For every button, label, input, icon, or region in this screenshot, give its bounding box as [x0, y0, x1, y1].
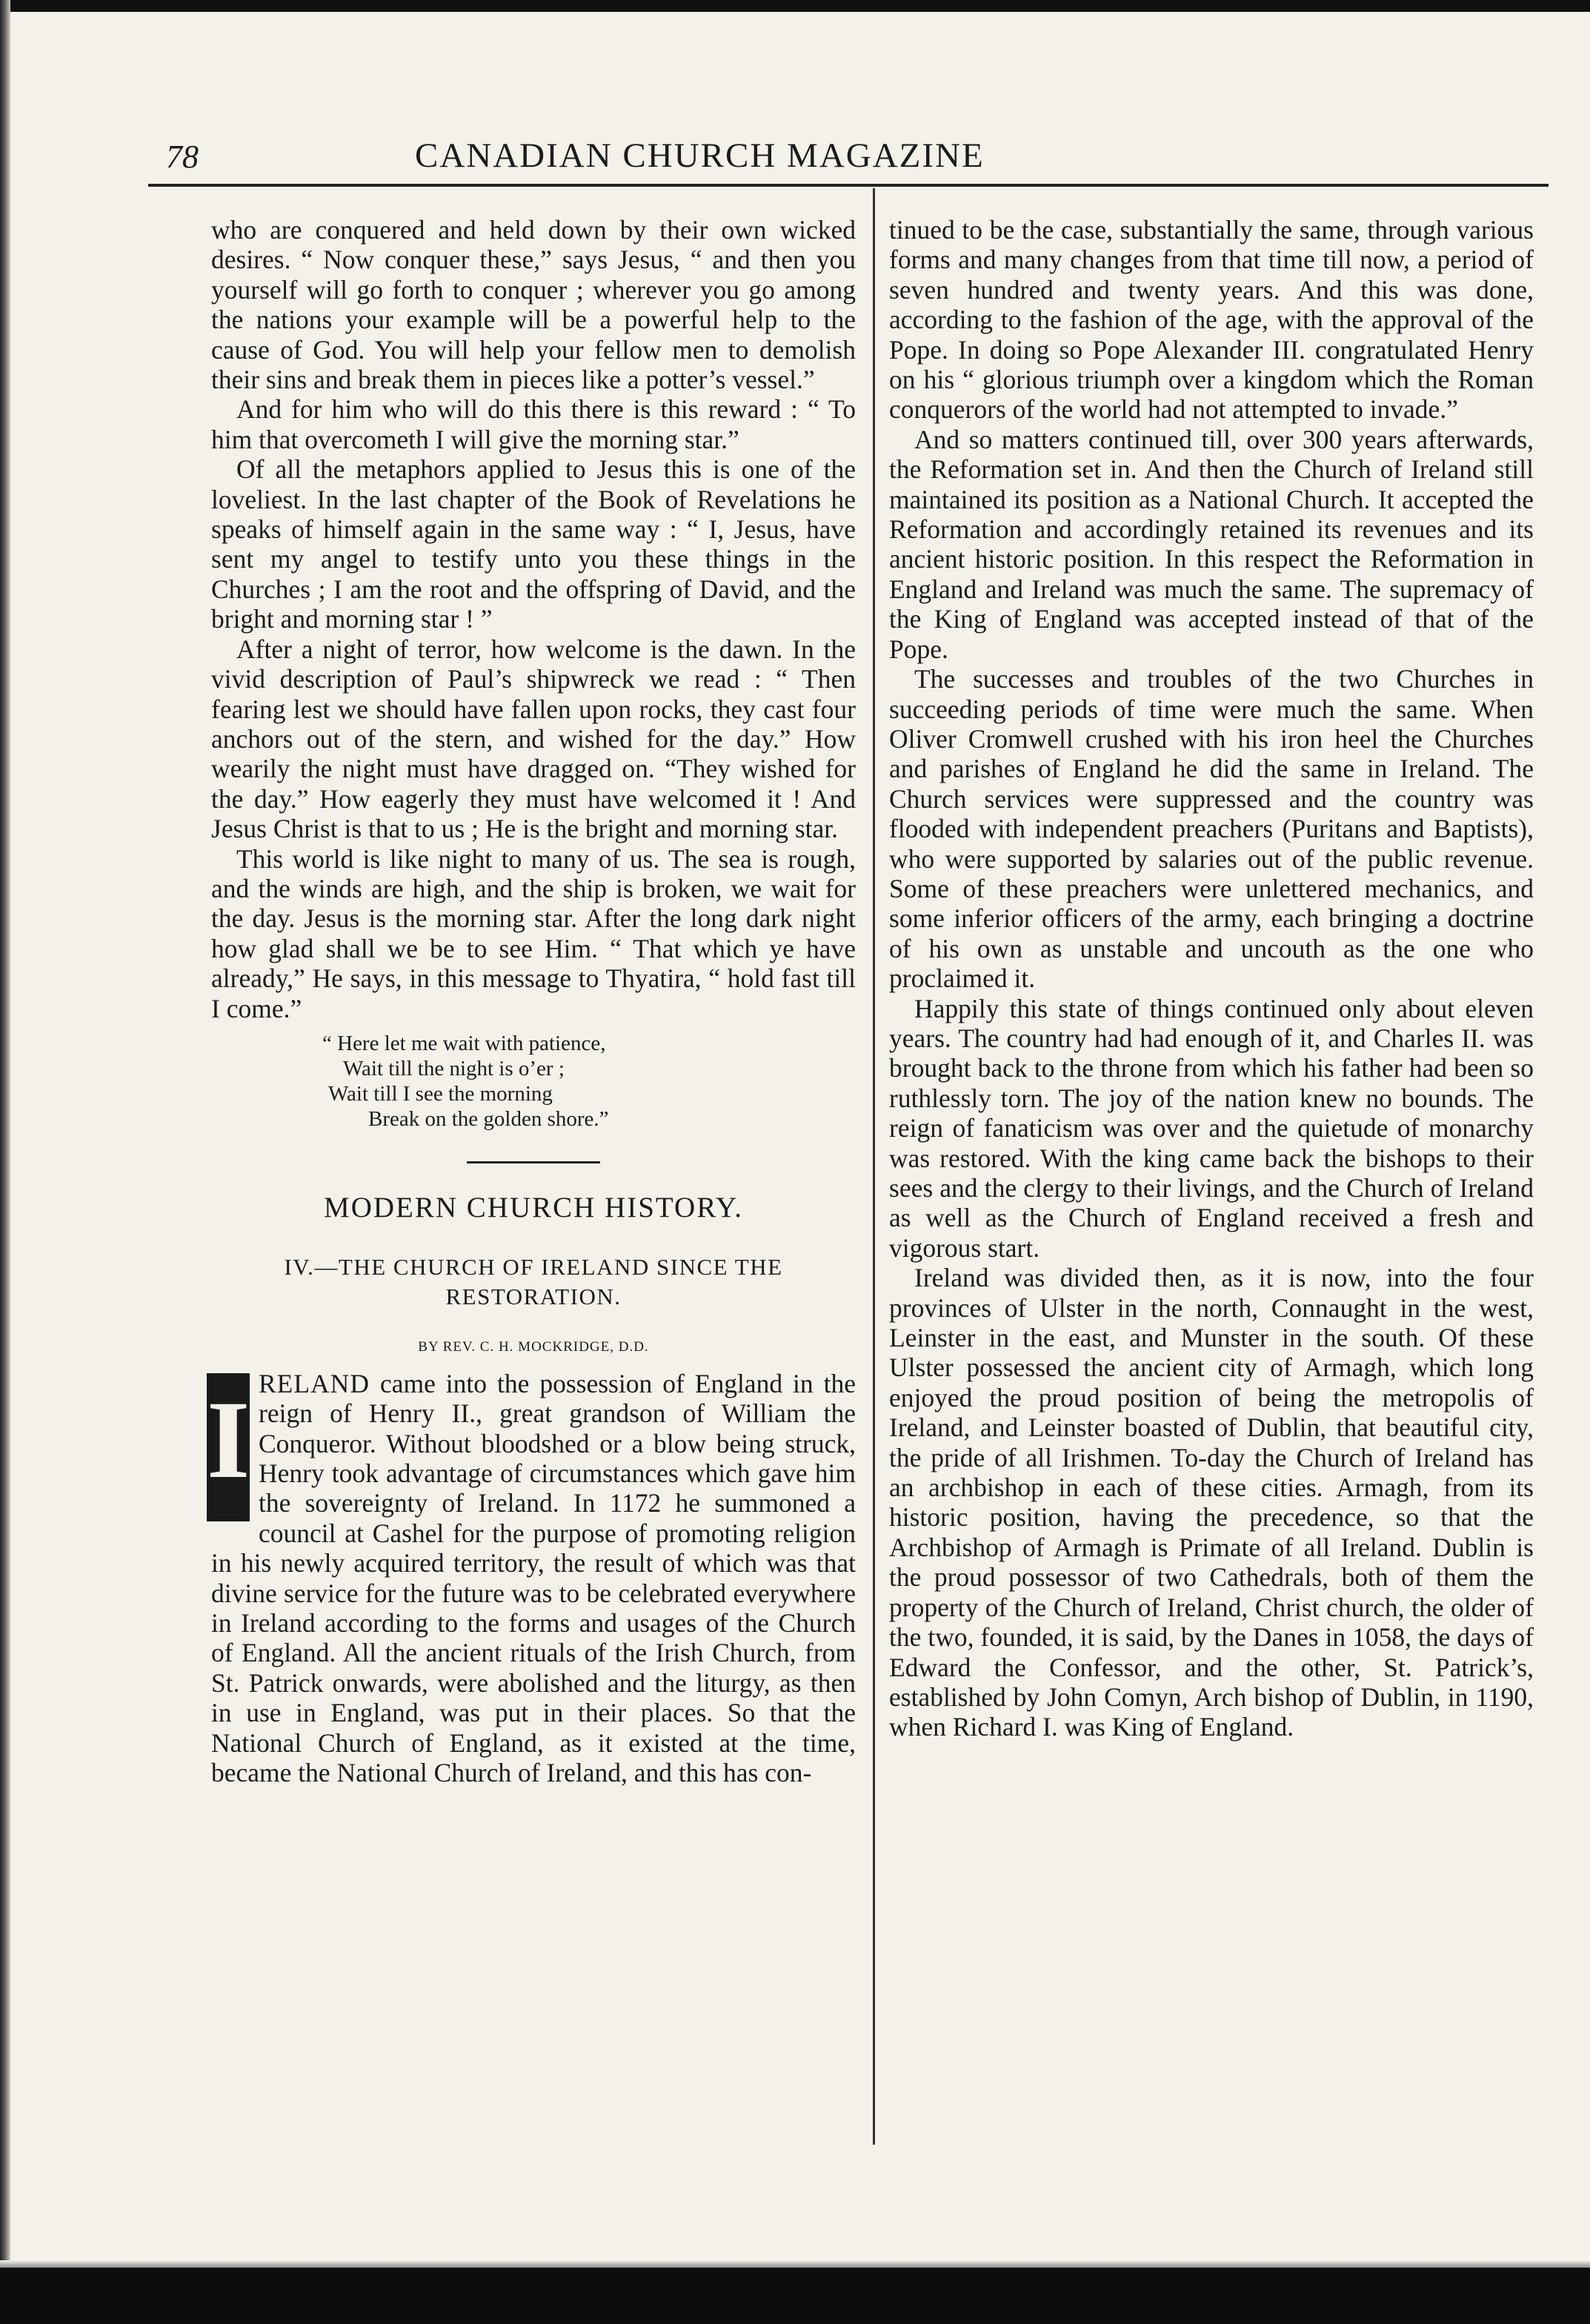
- article-subheading: IV.—THE CHURCH OF IRELAND SINCE THE RESTORATION.: [284, 1254, 783, 1310]
- top-border: [0, 0, 1590, 12]
- verse-line: Break on the golden shore.”: [368, 1106, 609, 1131]
- verse-line: Wait till the night is o’er ;: [343, 1056, 565, 1080]
- bottom-border: [0, 2268, 1590, 2324]
- verse-block: [211, 1031, 856, 1132]
- paragraph: After a night of terror, how welcome is the dawn. In the vivid description of Paul’s shipwreck we read : “ Then fearing lest we should have fallen upon rocks, they cast four anchors out of the stern, and wished for the day.” How wearily the night must have dragged on. “They wished for the day.” How eagerly they must have welcomed it ! And Jesus Christ is that to us ; He is the bright and morning star.: [211, 634, 856, 844]
- running-title: CANADIAN CHURCH MAGAZINE: [415, 136, 985, 175]
- right-column: [889, 215, 1534, 1742]
- verse-line: Wait till I see the morning: [328, 1081, 553, 1106]
- paragraph: Of all the metaphors applied to Jesus this is one of the loveliest. In the last chapter of the Book of Revelations he speaks of himself again in the same way : “ I, Jesus, have sent my angel to testify unto you these things in the Churches ; I am the root and the offspring of David, and the bright and morning star ! ”: [211, 454, 856, 634]
- paragraph-text: came into the possession of England in the reign of Henry II., great grandson of William the Conqueror. Without bloodshed or a blow being struck, Henry took advantage of circumstances which gave him the sovereignty of Ireland. In 1172 he summoned a council at Cashel for the purpose of promoting religion in his newly acquired territory, the result of which was that divine service for the future was to be celebrated everywhere in Ireland according to the forms and usages of the Church of England. All the ancient rituals of the Irish Church, from St. Patrick onwards, were abolished and the liturgy, as then in use in England, was put in their places. So that the National Church of England, as it existed at the time, became the National Church of Ireland, and this has con-: [211, 1368, 856, 1788]
- paragraph: who are conquered and held down by their own wicked desires. “ Now conquer these,” says Jesus, “ and then you yourself will go forth to conquer ; wherever you go among the nations your example will be a powerful help to the cause of God. You will help your fellow men to demolish their sins and break them in pieces like a potter’s vessel.”: [211, 215, 856, 395]
- page-number: 78: [166, 139, 199, 175]
- first-word: RELAND: [259, 1368, 370, 1398]
- dropcap-letter: I: [207, 1373, 250, 1521]
- paragraph: And for him who will do this there is this reward : “ To him that overcometh I will give the morning star.”: [211, 394, 856, 454]
- paragraph: The successes and troubles of the two Churches in succeeding periods of time were much the same. When Oliver Cromwell crushed with his iron heel the Churches and parishes of England he did the same in Ireland. The Church services were suppressed and the country was flooded with independent preachers (Puritans and Baptists), who were supported by salaries out of the public revenue. Some of these preachers were unlettered mechanics, and some inferior officers of the army, each bringing a doctrine of his own as unstable and uncouth as the one who proclaimed it.: [889, 664, 1534, 994]
- byline: BY REV. C. H. MOCKRIDGE, D.D.: [418, 1339, 649, 1355]
- paragraph: And so matters continued till, over 300 years afterwards, the Reformation set in. And then the Church of Ireland still maintained its position as a National Church. It accepted the Reformation and accordingly retained its revenues and its ancient historic position. In this respect the Reformation in England and Ireland was much the same. The supremacy of the King of England was accepted instead of that of the Pope.: [889, 424, 1534, 664]
- column-divider: [873, 188, 875, 2145]
- paragraph: Happily this state of things continued only about eleven years. The country had had enough of it, and Charles II. was brought back to the throne from which his father had been so ruthlessly torn. The joy of the nation knew no bounds. The reign of fanaticism was over and the quietude of monarchy was restored. With the king came back the bishops to their sees and the clergy to their livings, and the Church of Ireland as well as the Church of England received a fresh and vigorous start.: [889, 993, 1534, 1263]
- verse-line: “ Here let me wait with patience,: [322, 1031, 606, 1055]
- paragraph: This world is like night to many of us. The sea is rough, and the winds are high, and the ship is broken, we wait for the day. Jesus is the morning star. After the long dark night how glad shall we be to see Him. “ That which ye have already,” He says, in this message to Thyatira, “ hold fast till I come.”: [211, 843, 856, 1023]
- page-edge-shadow: [0, 0, 10, 2324]
- paragraph: tinued to be the case, substantially the same, through various forms and many changes from that time till now, a period of seven hundred and twenty years. And this was done, according to the fashion of the age, with the approval of the Pope. In doing so Pope Alexander III. congratulated Henry on his “ glorious triumph over a kingdom which the Roman conquerors of the world had not attempted to invade.”: [889, 215, 1534, 425]
- paragraph: Ireland was divided then, as it is now, into the four provinces of Ulster in the north, Connaught in the west, Leinster in the east, and Munster in the south. Of these Ulster possessed the ancient city of Armagh, which long enjoyed the proud position of being the metropolis of Ireland, and Leinster boasted of Dublin, that beautiful city, the pride of all Irishmen. To-day the Church of Ireland has an archbishop in each of these cities. Armagh, from its historic position, having the precedence, so that the Archbishop of Armagh is Primate of all Ireland. Dublin is the proud possessor of two Cathedrals, both of them the property of the Church of Ireland, Christ church, the older of the two, founded, it is said, by the Danes in 1058, the days of Edward the Confessor, and the other, St. Patrick’s, established by John Comyn, Arch bishop of Dublin, in 1190, when Richard I. was King of England.: [889, 1263, 1534, 1742]
- section-rule: [467, 1161, 600, 1163]
- header-rule: [148, 184, 1549, 187]
- left-column: [207, 215, 856, 1788]
- section-heading: MODERN CHURCH HISTORY.: [324, 1191, 743, 1224]
- article-paragraph: [207, 1368, 856, 1788]
